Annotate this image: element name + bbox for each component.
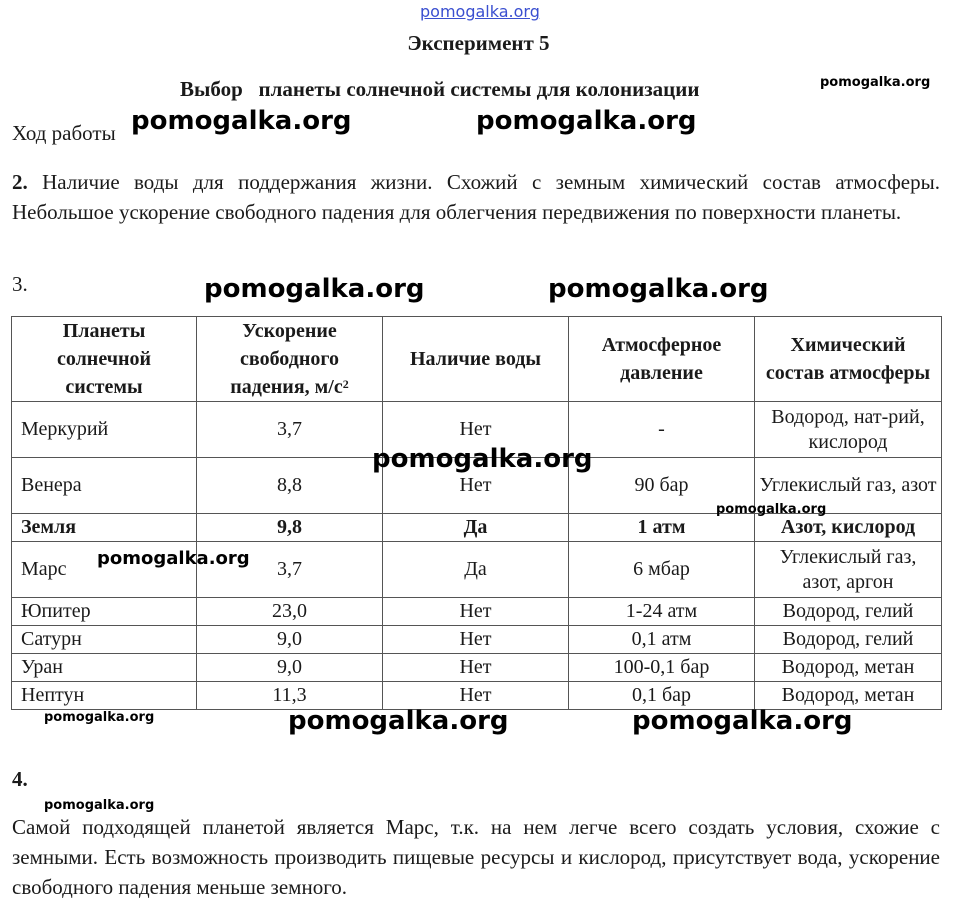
cell-water: Нет bbox=[383, 682, 569, 710]
page-subtitle: Выбор планеты солнечной системы для колонизации bbox=[180, 77, 700, 101]
watermark-small: pomogalka.org bbox=[44, 710, 155, 725]
cell-composition: Водород, гелий bbox=[755, 626, 942, 654]
step-2-text: Наличие воды для поддержания жизни. Схожий с земным химический состав атмосферы. Небольшое ускорение свободного падения для облегчения передвижения по поверхности планеты. bbox=[12, 170, 940, 224]
watermark: pomogalka.org bbox=[97, 548, 250, 569]
step-2-paragraph bbox=[12, 167, 940, 227]
step-4-number: 4. bbox=[12, 767, 28, 791]
cell-gravity: 11,3 bbox=[197, 682, 383, 710]
header-gravity-sup: 2 bbox=[342, 377, 349, 391]
cell-gravity: 8,8 bbox=[197, 458, 383, 514]
cell-gravity: 9,0 bbox=[197, 626, 383, 654]
header-gravity bbox=[197, 317, 383, 402]
cell-water: Нет bbox=[383, 402, 569, 458]
cell-planet: Земля bbox=[12, 514, 197, 542]
header-pressure: Атмосферное давление bbox=[569, 317, 755, 402]
cell-composition: Водород, метан bbox=[755, 682, 942, 710]
cell-planet: Юпитер bbox=[12, 598, 197, 626]
cell-composition: Углекислый газ, азот bbox=[755, 458, 942, 514]
cell-planet: Нептун bbox=[12, 682, 197, 710]
cell-planet: Венера bbox=[12, 458, 197, 514]
table-row bbox=[12, 514, 942, 542]
cell-pressure: 6 мбар bbox=[569, 542, 755, 598]
watermark: pomogalka.org bbox=[476, 106, 697, 136]
watermark-small: pomogalka.org bbox=[716, 502, 827, 517]
header-planets: Планеты солнечной системы bbox=[12, 317, 197, 402]
cell-composition: Азот, кислород bbox=[755, 514, 942, 542]
cell-composition: Углекислый газ, азот, аргон bbox=[755, 542, 942, 598]
cell-water: Да bbox=[383, 542, 569, 598]
watermark: pomogalka.org bbox=[372, 444, 593, 474]
cell-pressure: 1-24 атм bbox=[569, 598, 755, 626]
cell-water: Нет bbox=[383, 458, 569, 514]
cell-composition: Водород, нат-рий, кислород bbox=[755, 402, 942, 458]
page-title: Эксперимент 5 bbox=[407, 31, 550, 55]
cell-pressure: 0,1 атм bbox=[569, 626, 755, 654]
watermark-top: pomogalka.org bbox=[420, 2, 540, 21]
cell-composition: Водород, гелий bbox=[755, 598, 942, 626]
header-gravity-label: Ускорение свободного падения, м/с bbox=[230, 320, 343, 398]
watermark: pomogalka.org bbox=[204, 274, 425, 304]
table-row bbox=[12, 626, 942, 654]
cell-gravity: 3,7 bbox=[197, 542, 383, 598]
cell-planet: Марс bbox=[12, 542, 197, 598]
cell-gravity: 9,8 bbox=[197, 514, 383, 542]
watermark: pomogalka.org bbox=[632, 706, 853, 736]
cell-planet: Меркурий bbox=[12, 402, 197, 458]
cell-planet: Уран bbox=[12, 654, 197, 682]
watermark-small: pomogalka.org bbox=[820, 75, 931, 90]
table-row bbox=[12, 598, 942, 626]
header-composition: Химический состав атмосферы bbox=[755, 317, 942, 402]
cell-pressure: 1 атм bbox=[569, 514, 755, 542]
step-2-number: 2. bbox=[12, 170, 28, 194]
cell-pressure: 0,1 бар bbox=[569, 682, 755, 710]
cell-pressure: - bbox=[569, 402, 755, 458]
watermark: pomogalka.org bbox=[288, 706, 509, 736]
cell-gravity: 3,7 bbox=[197, 402, 383, 458]
cell-pressure: 90 бар bbox=[569, 458, 755, 514]
header-water: Наличие воды bbox=[383, 317, 569, 402]
table-header-row bbox=[12, 317, 942, 402]
cell-composition: Водород, метан bbox=[755, 654, 942, 682]
watermark-small: pomogalka.org bbox=[44, 798, 155, 813]
step-4-paragraph: Самой подходящей планетой является Марс, т.к. на нем легче всего создать условия, схожие с земными. Есть возможность производить пищевые ресурсы и кислород, присутствует вода, ускорение свободного падения меньше земного. bbox=[12, 815, 940, 899]
cell-water: Нет bbox=[383, 654, 569, 682]
step-3-number: 3. bbox=[12, 272, 28, 296]
cell-planet: Сатурн bbox=[12, 626, 197, 654]
cell-water: Да bbox=[383, 514, 569, 542]
workflow-label: Ход работы bbox=[12, 121, 116, 145]
watermark: pomogalka.org bbox=[548, 274, 769, 304]
watermark: pomogalka.org bbox=[131, 106, 352, 136]
cell-gravity: 23,0 bbox=[197, 598, 383, 626]
table-row bbox=[12, 654, 942, 682]
cell-pressure: 100-0,1 бар bbox=[569, 654, 755, 682]
cell-gravity: 9,0 bbox=[197, 654, 383, 682]
cell-water: Нет bbox=[383, 626, 569, 654]
cell-water: Нет bbox=[383, 598, 569, 626]
